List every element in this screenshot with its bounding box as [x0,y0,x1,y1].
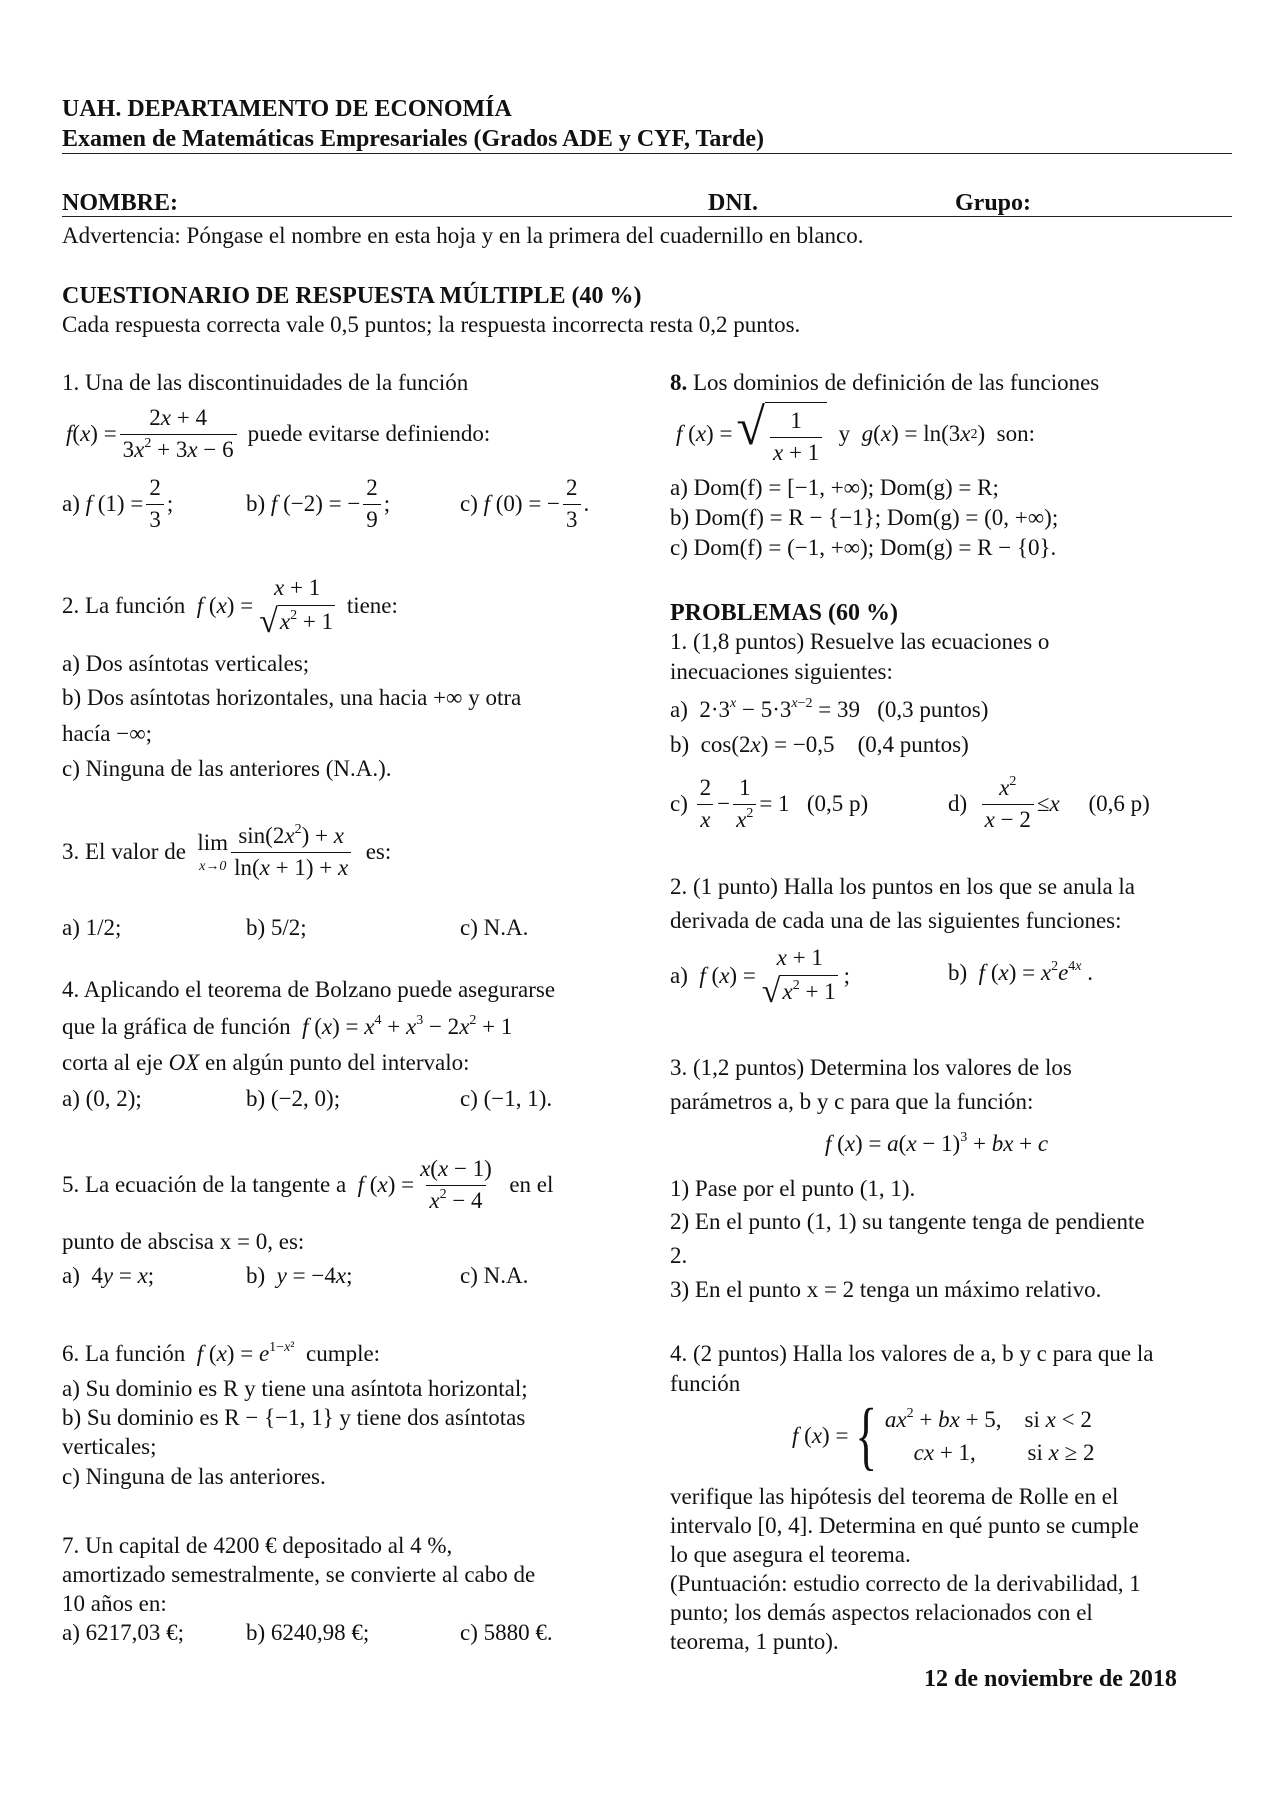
mc-instructions: Cada respuesta correcta vale 0,5 puntos; la respuesta incorrecta resta 0,2 puntos. [62,312,801,337]
p4-line-2: función [670,1371,741,1396]
p3-function: f $(x) = a(x - 1)^3$ + bx + c [825,1130,1049,1156]
p2-item-a: a) f ( x ) = x + 1 √ $x^2 + 1$ ; [670,945,851,1010]
p1-item-b: b) cos(2x) = −0,5 (0,4 puntos) [670,732,969,757]
q8-option-b: b) Dom(f) = R − {−1}; Dom(g) = (0, +∞); [670,505,1059,530]
p2-line-2: derivada de cada una de las siguientes funciones: [670,908,1122,933]
q6-option-b-cont: verticales; [62,1434,157,1459]
p1-line-2: inecuaciones siguientes: [670,659,893,684]
p1-item-c: c) $\frac{2}{x}$ − $\frac{1}{x^2}$ = 1 (0,5 p) [670,774,868,835]
p4-line-4: intervalo [0, 4]. Determina en qué punto se cumple [670,1513,1139,1538]
q6-intro: 6. La función f $(x) = e^{1-x^2}$ cumple: [62,1340,381,1366]
q7-option-b: b) 6240,98 €; [246,1620,370,1645]
p1-item-a: a) $2\cdot 3^x - 5\cdot 3^{x-2} = 39$ (0,3 puntos) [670,696,989,722]
q3-option-a: a) 1/2; [62,915,122,940]
p1-line-1: 1. (1,8 puntos) Resuelve las ecuaciones o [670,629,1050,654]
q4-option-b: b) (−2, 0); [246,1086,341,1111]
exam-date: 12 de noviembre de 2018 [924,1666,1177,1692]
name-label: NOMBRE: [62,190,178,216]
q7-line-2: amortizado semestralmente, se convierte al cabo de [62,1562,536,1587]
q4-option-a: a) (0, 2); [62,1086,142,1111]
q1-function: f ( x ) = $\frac{2x + 4}{3x^2 + 3x - 6}$ puede evitarse definiendo: [66,404,490,465]
dni-label: DNI. [708,190,759,216]
p4-line-3: verifique las hipótesis del teorema de Rolle en el [670,1484,1119,1509]
q4-line-3: corta al eje OX en algún punto del intervalo: [62,1050,470,1075]
q4-line-2: que la gráfica de función f $(x) = x^4 + x^3 - 2x^2 + 1$ [62,1013,513,1039]
q2-option-c: c) Ninguna de las anteriores (N.A.). [62,756,392,781]
q5-option-a: a) 4y = x; [62,1263,155,1288]
q8-option-c: c) Dom(f) = (−1, +∞); Dom(g) = R − {0}. [670,535,1057,560]
q3-option-b: b) 5/2; [246,915,307,940]
q2-option-b: b) Dos asíntotas horizontales, una hacia +∞ y otra [62,685,522,710]
q7-option-a: a) 6217,03 €; [62,1620,185,1645]
q8-functions: f ( x ) = √ $\frac{1}{x + 1}$ y g ( x ) = ln(3 x 2 ) son: [676,402,1035,468]
q5-line-2: punto de abscisa x = 0, es: [62,1229,305,1254]
header-rule [62,153,1232,154]
q1-option-b: b) f (−2) = − $\frac{2}{9}$ ; [246,474,390,535]
p1-item-d: d) $\frac{x^2}{x - 2}$ ≤ x (0,6 p) [948,774,1150,835]
p4-line-8: teorema, 1 punto). [670,1629,839,1654]
q8-option-a: a) Dom(f) = [−1, +∞); Dom(g) = R; [670,475,999,500]
p4-line-7: punto; los demás aspectos relacionados con el [670,1600,1093,1625]
p3-condition-2: 2) En el punto (1, 1) su tangente tenga de pendiente [670,1209,1145,1234]
q7-line-3: 10 años en: [62,1591,167,1616]
q6-option-b: b) Su dominio es R − {−1, 1} y tiene dos asíntotas [62,1405,526,1430]
q8-intro: 8. Los dominios de definición de las funciones [670,370,1100,395]
q1-option-a: a) f (1) = $\frac{2}{3}$ ; [62,474,173,535]
q7-line-1: 7. Un capital de 4200 € depositado al 4 %, [62,1533,453,1558]
p4-line-1: 4. (2 puntos) Halla los valores de a, b y c para que la [670,1341,1154,1366]
warning-text: Advertencia: Póngase el nombre en esta hoja y en la primera del cuadernillo en blanco. [62,223,864,248]
q3-option-c: c) N.A. [460,915,529,940]
q6-option-c: c) Ninguna de las anteriores. [62,1464,326,1489]
q5-option-b: b) y = −4x; [246,1263,353,1288]
q4-option-c: c) (−1, 1). [460,1086,553,1111]
q2-option-a: a) Dos asíntotas verticales; [62,651,310,676]
q5-option-c: c) N.A. [460,1263,529,1288]
q2-intro: 2 . La función f ( x ) = x + 1 √ $x^2 + 1$ tiene: [62,575,398,640]
q2-option-b-cont: hacía −∞; [62,721,153,746]
p3-line-1: 3. (1,2 puntos) Determina los valores de los [670,1055,1072,1080]
p4-line-6: (Puntuación: estudio correcto de la derivabilidad, 1 [670,1571,1141,1596]
q6-option-a: a) Su dominio es R y tiene una asíntota horizontal; [62,1376,528,1401]
name-rule [62,216,1232,217]
p2-item-b: b) f $(x) = x^2e^{4x}$ . [948,959,1093,985]
p3-condition-3: 3) En el punto x = 2 tenga un máximo relativo. [670,1277,1102,1302]
q7-option-c: c) 5880 €. [460,1620,553,1645]
group-label: Grupo: [955,190,1032,216]
p4-line-5: lo que asegura el teorema. [670,1542,911,1567]
exam-title: Examen de Matemáticas Empresariales (Grados ADE y CYF, Tarde) [62,126,764,152]
mc-title: CUESTIONARIO DE RESPUESTA MÚLTIPLE (40 %) [62,283,642,309]
p2-line-1: 2. (1 punto) Halla los puntos en los que se anula la [670,874,1136,899]
q3-intro: 3 . El valor de lim x→0 $\frac{\sin(2x^2) + x}{\ln(x + 1) + x}$ es: [62,822,391,883]
p3-condition-2-cont: 2. [670,1243,688,1268]
q4-line-1: 4. Aplicando el teorema de Bolzano puede asegurarse [62,977,556,1002]
q1-intro: 1. Una de las discontinuidades de la función [62,370,469,395]
p3-condition-1: 1) Pase por el punto (1, 1). [670,1176,916,1201]
q1-option-c: c) f (0) = − $\frac{2}{3}$ . [460,474,589,535]
q5-intro: 5 . La ecuación de la tangente a f ( x ) = $\frac{x(x - 1)}{x^2 - 4}$ en el [62,1155,553,1216]
p3-line-2: parámetros a, b y c para que la función: [670,1089,1034,1114]
p4-piecewise-function: f ( x ) = { $ax^2$ + bx + 5, si x < 2 cx + 1, si x ≥ 2 [792,1394,1095,1478]
problems-title: PROBLEMAS (60 %) [670,600,898,626]
university-title: UAH. DEPARTAMENTO DE ECONOMÍA [62,96,512,122]
